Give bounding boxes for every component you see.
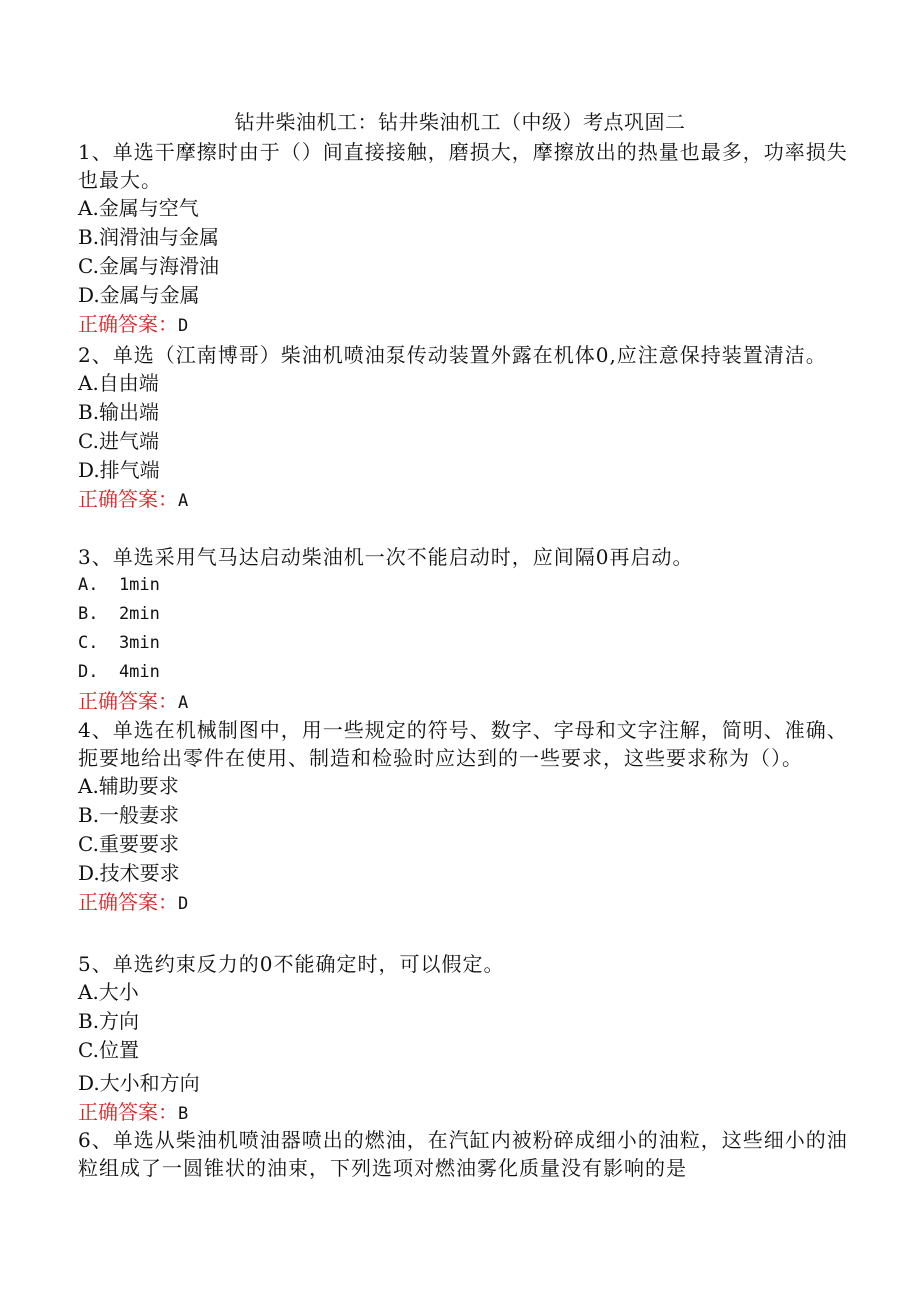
option-c: C.金属与海滑油 (78, 254, 219, 278)
answer-label: 正确答案： (78, 312, 178, 336)
question-text: 4、单选在机械制图中，用一些规定的符号、数字、字母和文字注解，简明、准确、扼要地给出零件在使用、制造和检验时应达到的一些要求，这些要求称为（）。 (78, 718, 848, 770)
option-d: D.金属与金属 (78, 283, 200, 307)
answer-label: 正确答案： (78, 890, 178, 914)
answer-value: A (178, 491, 189, 511)
option-c: C.进气端 (78, 429, 159, 453)
question-text: 6、单选从柴油机喷油器喷出的燃油，在汽缸内被粉碎成细小的油粒，这些细小的油粒组成了一圆锥状的油束，下列选项对燃油雾化质量没有影响的是 (78, 1128, 848, 1180)
option-a: A.自由端 (78, 371, 159, 395)
answer-line (78, 1098, 848, 1129)
question-text: 2、单选（江南博哥）柴油机喷油泵传动装置外露在机体0,应注意保持装置清洁。 (78, 343, 827, 367)
option-a: A.大小 (78, 980, 139, 1004)
option-a: A.辅助要求 (78, 774, 179, 798)
answer-line (78, 687, 848, 718)
answer-line (78, 888, 848, 919)
option-c: C.重要要求 (78, 832, 179, 856)
option-a: A.金属与空气 (78, 196, 199, 220)
option-d: D.排气端 (78, 458, 160, 482)
answer-label: 正确答案： (78, 487, 178, 511)
question-text: 3、单选采用气马达启动柴油机一次不能启动时，应间隔0再启动。 (78, 545, 694, 569)
option-b: B. 2min (78, 604, 160, 624)
document-title: 钻井柴油机工：钻井柴油机工（中级）考点巩固二 (234, 110, 686, 134)
answer-line (78, 310, 848, 341)
question-text: 1、单选干摩擦时由于（）间直接接触，磨损大，摩擦放出的热量也最多，功率损失也最大。 (78, 140, 848, 192)
option-d: D. 4min (78, 662, 160, 682)
option-b: B.一般妻求 (78, 803, 180, 827)
question-text: 5、单选约束反力的0不能确定时，可以假定。 (78, 952, 505, 976)
answer-value: B (178, 1104, 189, 1124)
option-d: D.大小和方向 (78, 1071, 200, 1095)
option-b: B.润滑油与金属 (78, 225, 220, 249)
option-b: B.输出端 (78, 400, 160, 424)
option-b: B.方向 (78, 1009, 140, 1033)
answer-label: 正确答案： (78, 1100, 178, 1124)
question-4 (78, 716, 848, 919)
option-c: C. 3min (78, 633, 160, 653)
answer-value: D (178, 316, 189, 336)
answer-line (78, 485, 848, 516)
answer-label: 正确答案： (78, 689, 178, 713)
answer-value: D (178, 894, 189, 914)
option-c: C.位置 (78, 1038, 139, 1062)
question-2 (78, 341, 848, 516)
question-1 (78, 138, 848, 341)
option-a: A. 1min (78, 575, 160, 595)
question-3 (78, 543, 848, 718)
question-6 (78, 1126, 848, 1182)
question-5 (78, 950, 848, 1129)
answer-value: A (178, 693, 189, 713)
option-d: D.技术要求 (78, 861, 180, 885)
